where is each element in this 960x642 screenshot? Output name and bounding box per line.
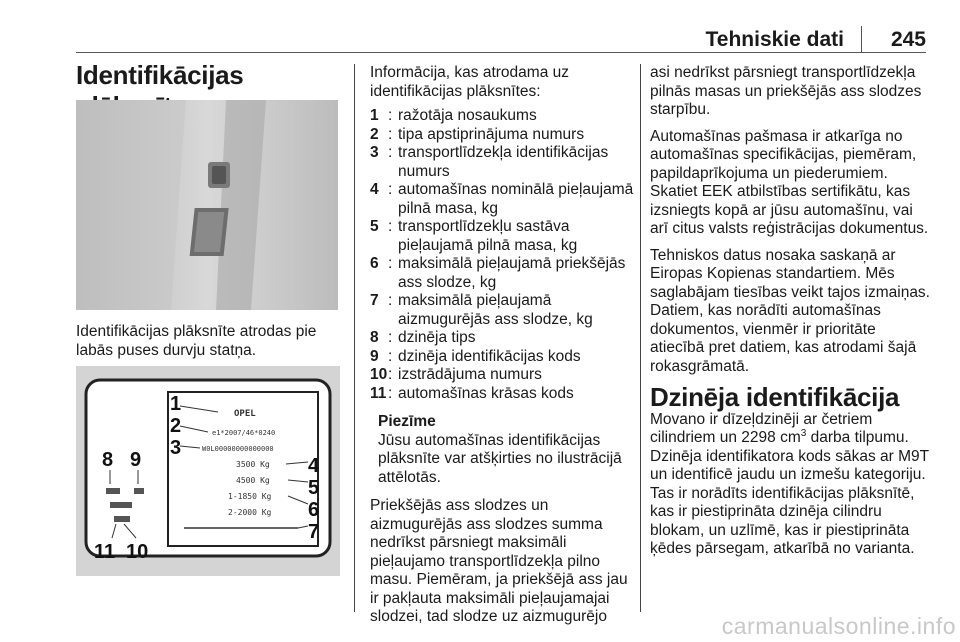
callout-1: 1 bbox=[170, 393, 182, 415]
list-item-colon: : bbox=[388, 255, 393, 272]
kerb-weight-paragraph: Automašīnas pašmasa ir atkarīga no automašīnas specifikācijas, piemēram, papildaprīkojuma un piederumiem. Skatiet EEK atbilstības sertifikātu, kas izsniegts kopā ar jūsu automašīnu, vai arī citus valsts reģistrācijas dokumentus. bbox=[650, 127, 929, 237]
plate-type-approval: e1*2007/46*0240 bbox=[212, 429, 276, 437]
list-item-number: 10 bbox=[370, 366, 388, 383]
list-item-text: automašīnas nominālā pieļaujamā pilnā masa, kg bbox=[398, 181, 634, 217]
list-item bbox=[370, 255, 634, 292]
list-item-number: 11 bbox=[370, 384, 387, 402]
plate-rear-axle: 2-2000 Kg bbox=[228, 508, 272, 517]
list-item bbox=[370, 181, 634, 218]
list-item-number: 5 bbox=[370, 218, 379, 235]
section-heading: Identifikācijas bbox=[76, 60, 244, 90]
list-item-colon: : bbox=[388, 292, 393, 309]
column-divider-1 bbox=[354, 64, 355, 612]
list-item-text: dzinēja identifikācijas kods bbox=[398, 347, 581, 365]
callout-10: 10 bbox=[126, 541, 149, 563]
right-column bbox=[650, 64, 930, 567]
list-item-text: transportlīdzekļu sastāva pieļaujamā pilnā masa, kg bbox=[398, 218, 578, 254]
list-item-colon: : bbox=[388, 144, 393, 161]
id-plate-figure bbox=[76, 366, 340, 576]
engine-id-heading: Dzinēja identifikācija bbox=[650, 382, 900, 412]
list-item-colon: : bbox=[388, 384, 393, 402]
id-plate-diagram bbox=[76, 366, 340, 576]
note-text: Jūsu automašīnas identifikācijas plāksnīte var atšķirties no ilustrācijā attēlotās. bbox=[378, 431, 622, 486]
note-title: Piezīme bbox=[378, 413, 436, 430]
engine-id-paragraph: Movano ir dīzeļdzinēji ar četriem cilindriem un 2298 $cm^3$ darba tilpumu. Dzinēja identifikatora kods sākas ar M9T un identificē jaudu un izmešu kategoriju. Tas ir norādīts identifikācijas plāksnītē, kas ir piestiprināta dzinēja cilindru blokam, un uzlīmē, kas ir piestiprināta ķēdes pārsegam, atkarībā no varianta. bbox=[650, 410, 929, 557]
photo-caption: Identifikācijas plāksnīte atrodas pie labās puses durvju statņa. bbox=[76, 323, 317, 359]
header-title: Tehniskie dati bbox=[705, 28, 844, 51]
list-item-number: 2 bbox=[370, 125, 379, 143]
list-item-text: automašīnas krāsas kods bbox=[398, 384, 574, 402]
header-divider bbox=[861, 26, 862, 52]
identification-list bbox=[370, 107, 634, 403]
plate-front-axle: 1-1850 Kg bbox=[228, 492, 272, 501]
callout-6: 6 bbox=[308, 499, 320, 521]
list-item-colon: : bbox=[388, 347, 393, 365]
list-item-colon: : bbox=[388, 107, 393, 124]
middle-column bbox=[370, 64, 634, 635]
watermark: carmanualsonline.info bbox=[721, 613, 956, 639]
door-pillar-photo bbox=[76, 100, 338, 310]
page-number: 245 bbox=[890, 28, 926, 51]
standards-paragraph: Tehniskos datus nosaka saskaņā ar Eiropas Kopienas standartiem. Mēs saglabājam tiesības veikt tajos izmaiņas. Datiem, kas norādīti automašīnas dokumentos, vienmēr ir prioritāte atiecībā pret datiem, kas atrodami šajā rokasgrāmatā. bbox=[650, 246, 930, 375]
list-item-text: tipa apstiprinājuma numurs bbox=[398, 125, 585, 143]
callout-9: 9 bbox=[130, 449, 142, 471]
plate-brand: OPEL bbox=[234, 409, 256, 419]
list-item-text: transportlīdzekļa identifikācijas numurs bbox=[398, 144, 609, 180]
callout-11: 11 bbox=[94, 541, 116, 563]
list-item-text: ražotāja nosaukums bbox=[398, 107, 537, 124]
list-item bbox=[370, 292, 634, 329]
list-item bbox=[370, 329, 634, 348]
page-header bbox=[76, 26, 926, 53]
list-item-colon: : bbox=[388, 329, 393, 346]
list-item-number: 1 bbox=[370, 107, 379, 124]
list-item-number: 8 bbox=[370, 329, 379, 346]
callout-2: 2 bbox=[170, 415, 182, 437]
list-item-number: 9 bbox=[370, 347, 379, 365]
list-item-colon: : bbox=[388, 218, 393, 235]
list-item-number: 6 bbox=[370, 255, 379, 272]
callout-7: 7 bbox=[308, 521, 320, 543]
list-item bbox=[370, 348, 634, 367]
plate-train-mass: 4500 Kg bbox=[236, 476, 270, 485]
callout-5: 5 bbox=[308, 477, 320, 499]
axle-load-continuation: asi nedrīkst pārsniegt transportlīdzekļa pilnās masas un priekšējās ass slodzes starpību. bbox=[650, 64, 922, 118]
axle-load-paragraph: Priekšējās ass slodzes un aizmugurējās ass slodzes summa nedrīkst pārsniegt maksimāli pieļaujamo transportlīdzekļa pilno masu. Piemēram, ja priekšējā ass jau ir pakļauta maksimāli pieļaujamajai slodzei, tad slodze uz aizmugurējo bbox=[370, 497, 628, 625]
list-item-text: maksimālā pieļaujamā aizmugurējās ass slodze, kg bbox=[398, 292, 593, 328]
list-item bbox=[370, 385, 634, 404]
list-item bbox=[370, 366, 634, 385]
list-item bbox=[370, 126, 634, 145]
list-item-colon: : bbox=[388, 181, 393, 198]
callout-3: 3 bbox=[170, 437, 182, 459]
list-item-text: maksimālā pieļaujamā priekšējās ass slodze, kg bbox=[398, 255, 626, 291]
list-item-number: 4 bbox=[370, 181, 379, 198]
list-item-number: 7 bbox=[370, 292, 379, 309]
list-item bbox=[370, 144, 634, 181]
list-item-colon: : bbox=[388, 125, 393, 143]
callout-4: 4 bbox=[308, 455, 320, 477]
door-pillar-illustration bbox=[76, 100, 338, 310]
callout-8: 8 bbox=[102, 449, 114, 471]
note-box bbox=[378, 413, 634, 487]
column-divider-2 bbox=[640, 64, 641, 612]
plate-vin: W0L00000000000000 bbox=[202, 445, 274, 453]
left-column bbox=[76, 60, 342, 563]
list-item-colon: : bbox=[388, 366, 393, 383]
list-item-text: izstrādājuma numurs bbox=[398, 366, 542, 383]
list-item bbox=[370, 107, 634, 126]
list-item-text: dzinēja tips bbox=[398, 329, 476, 346]
list-item-number: 3 bbox=[370, 144, 379, 161]
list-item bbox=[370, 218, 634, 255]
plate-gross-mass: 3500 Kg bbox=[236, 460, 270, 469]
list-intro: Informācija, kas atrodama uz identifikācijas plāksnītes: bbox=[370, 64, 570, 100]
